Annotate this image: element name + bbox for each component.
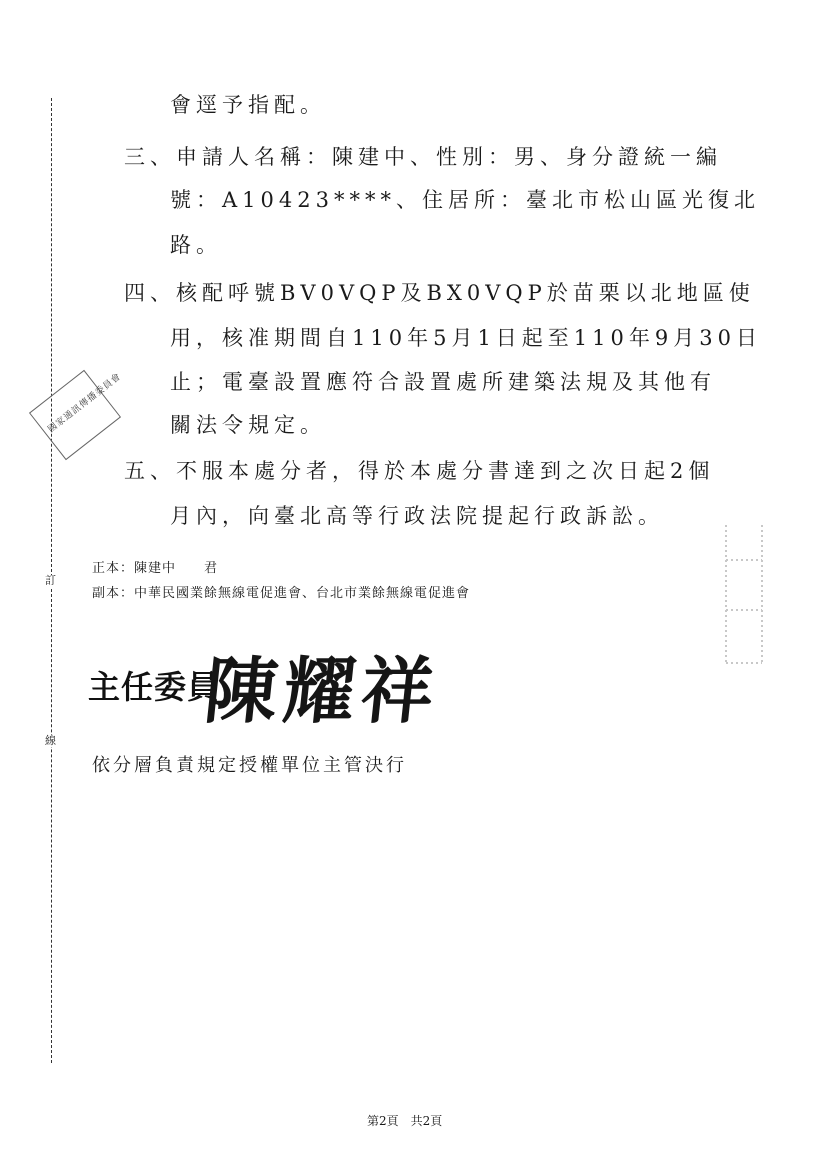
- binding-label-xian: 線: [45, 734, 56, 747]
- body-line: 號：A10423****、住居所：臺北市松山區光復北: [170, 188, 760, 212]
- authorization-note: 依分層負責規定授權單位主管決行: [92, 755, 407, 776]
- body-line: 止；電臺設置應符合設置處所建築法規及其他有: [170, 370, 716, 394]
- body-line: 用，核准期間自110年5月1日起至110年9月30日: [170, 326, 762, 350]
- copy-recipients: 副本：中華民國業餘無線電促進會、台北市業餘無線電促進會: [92, 586, 471, 601]
- body-line: 關法令規定。: [170, 413, 326, 437]
- scan-artifact: [722, 520, 768, 670]
- body-line: 路。: [170, 233, 222, 257]
- received-stamp: [29, 370, 124, 460]
- body-line: 五、不服本處分者，得於本處分書達到之次日起2個: [124, 459, 715, 483]
- body-line: 月內，向臺北高等行政法院提起行政訴訟。: [170, 504, 664, 528]
- body-line: 三、申請人名稱：陳建中、性別：男、身分證統一編: [124, 145, 722, 169]
- original-recipient: 正本：陳建中 君: [92, 561, 219, 576]
- signature-name: 陳耀祥: [200, 648, 444, 733]
- page-footer: 第2頁 共2頁: [367, 1114, 443, 1128]
- body-line: 會逕予指配。: [170, 93, 326, 117]
- body-line: 四、核配呼號BV0VQP及BX0VQP於苗栗以北地區使: [124, 281, 755, 305]
- signature-title: 主任委員: [88, 668, 221, 706]
- binding-label-ding: 訂: [45, 574, 56, 587]
- stamp-text: 國家通訊傳播委員會: [46, 371, 124, 436]
